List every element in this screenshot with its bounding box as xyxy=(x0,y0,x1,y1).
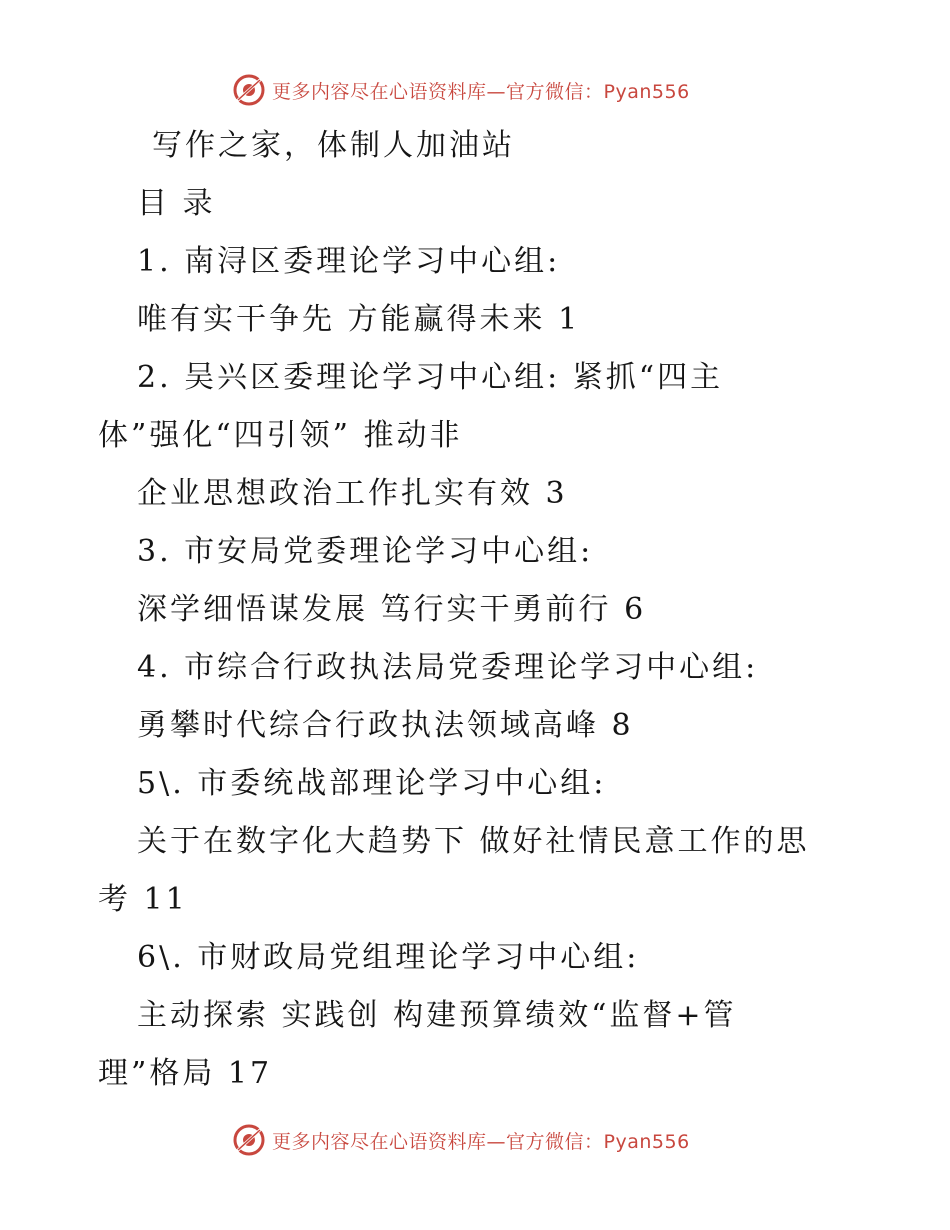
watermark-banner-bottom xyxy=(232,1122,690,1158)
toc-line: 1. 南浔区委理论学习中心组: xyxy=(137,244,561,279)
toc-line: 唯有实干争先 方能赢得未来 1 xyxy=(137,302,581,337)
watermark-text: 更多内容尽在心语资料库—官方微信：Pyan556 xyxy=(272,80,690,103)
logo-seal-icon xyxy=(232,73,266,107)
toc-line: 关于在数字化大趋势下 做好社情民意工作的思 xyxy=(137,824,810,859)
watermark-banner-top xyxy=(232,72,690,108)
toc-line: 主动探索 实践创 构建预算绩效“监督+管 xyxy=(137,998,737,1033)
logo-seal-icon xyxy=(232,1123,266,1157)
toc-line: 3. 市安局党委理论学习中心组: xyxy=(137,534,594,569)
toc-line: 2. 吴兴区委理论学习中心组: 紧抓“四主 xyxy=(137,360,724,395)
toc-title: 目 录 xyxy=(137,186,216,221)
toc-line: 体”强化“四引领” 推动非 xyxy=(98,418,463,453)
toc-line: 理”格局 17 xyxy=(98,1056,273,1091)
toc-line: 4. 市综合行政执法局党委理论学习中心组: xyxy=(137,650,759,685)
document-heading: 写作之家，体制人加油站 xyxy=(152,128,515,163)
toc-line: 深学细悟谋发展 笃行实干勇前行 6 xyxy=(137,592,647,627)
toc-line: 勇攀时代综合行政执法领域高峰 8 xyxy=(137,708,634,743)
toc-line: 企业思想政治工作扎实有效 3 xyxy=(137,476,568,511)
toc-line: 考 11 xyxy=(98,882,188,917)
watermark-text: 更多内容尽在心语资料库—官方微信：Pyan556 xyxy=(272,1130,690,1153)
toc-line: 6\. 市财政局党组理论学习中心组: xyxy=(137,940,640,975)
toc-line: 5\. 市委统战部理论学习中心组: xyxy=(137,766,607,801)
